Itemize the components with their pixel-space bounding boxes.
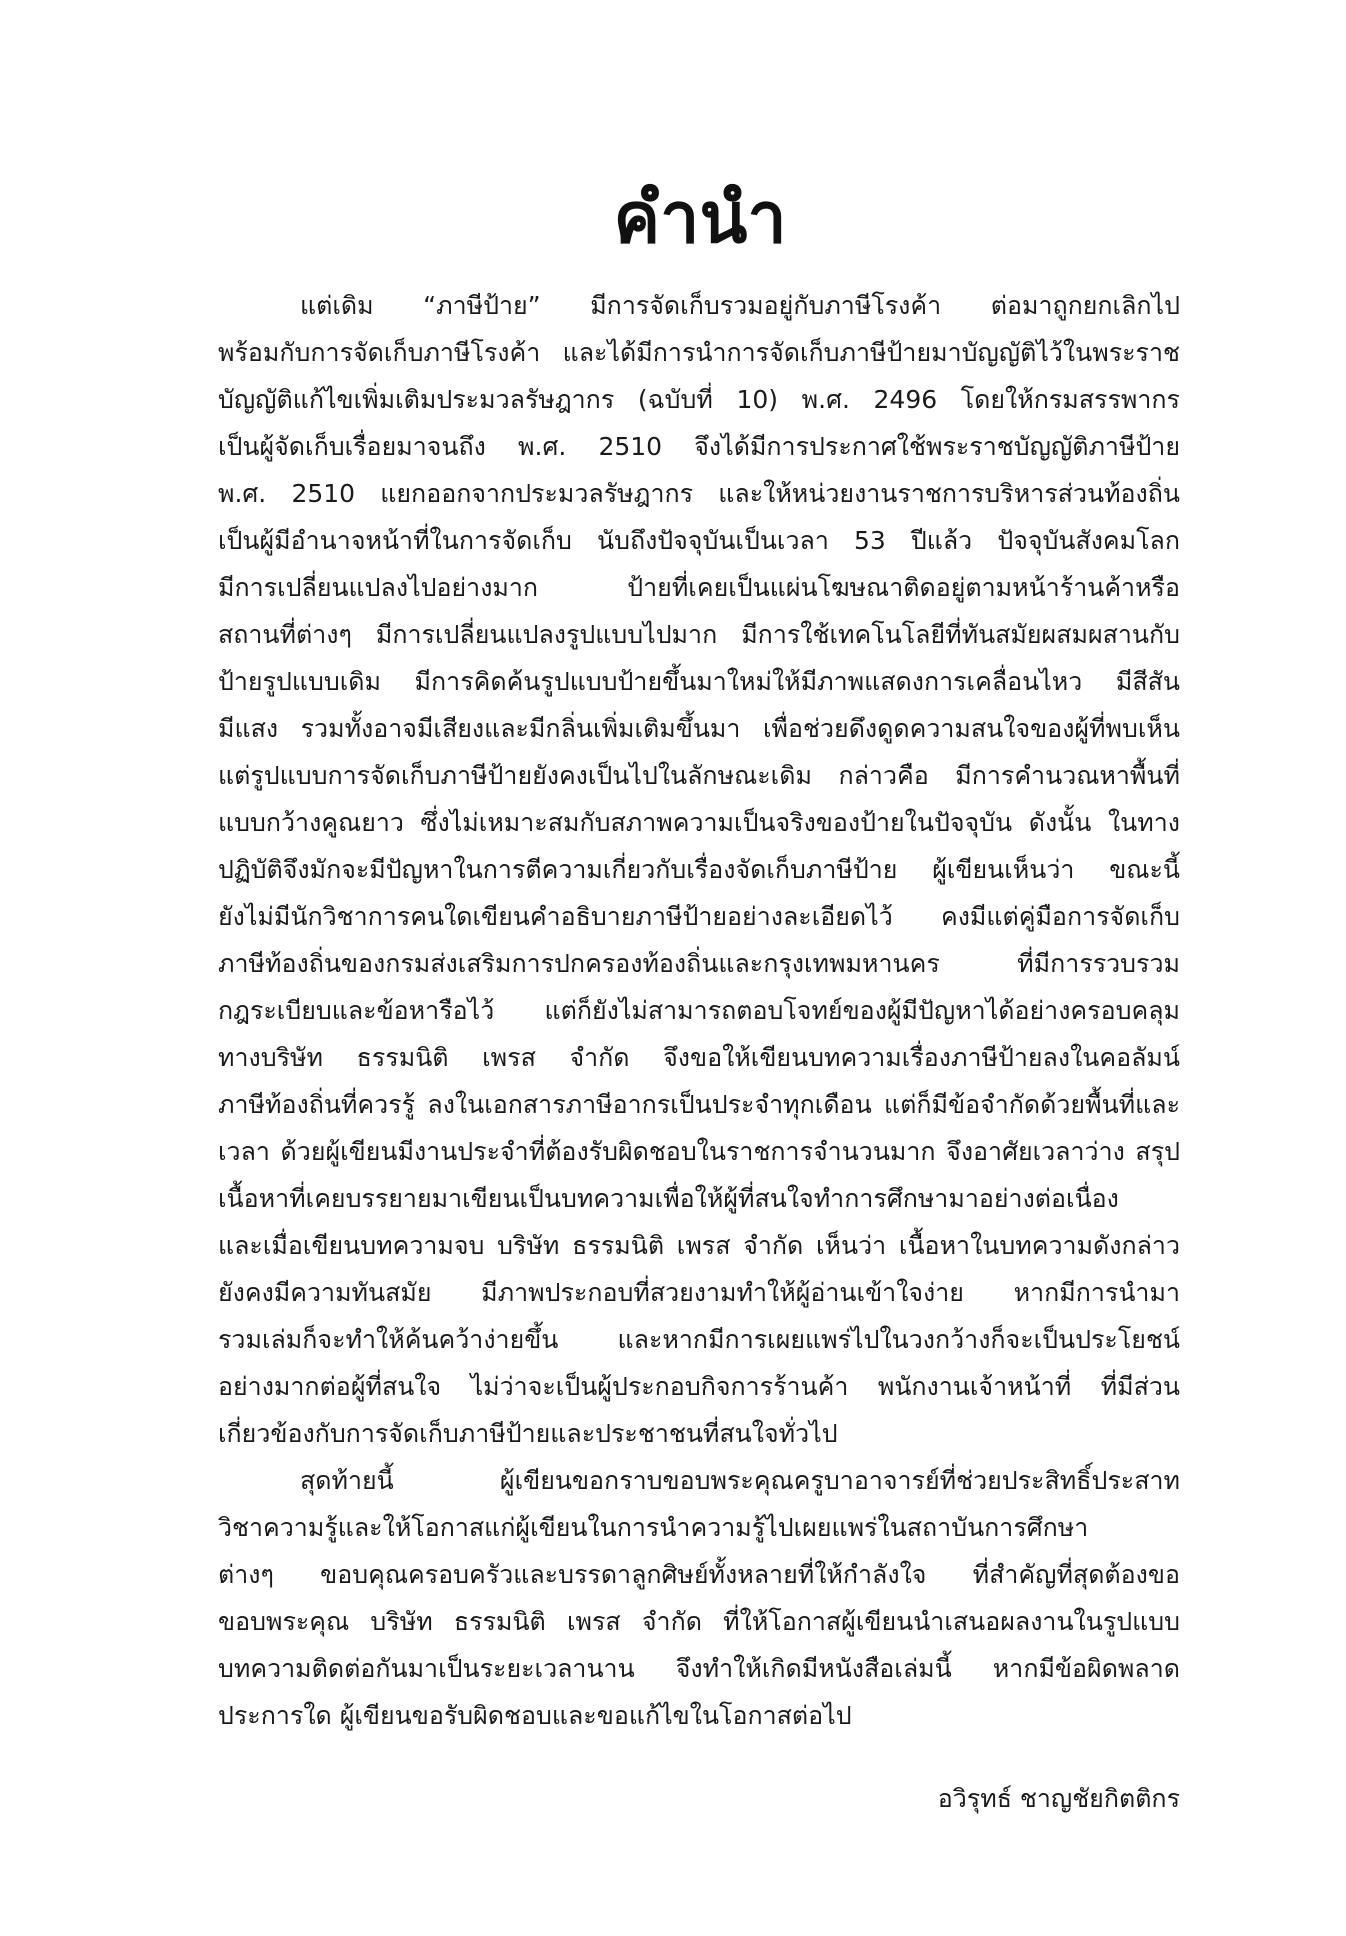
text-line: ขอบพระคุณ บริษัท ธรรมนิติ เพรส จำกัด ที่ให้โอกาสผู้เขียนนำเสนอผลงานในรูปแบบ <box>218 1607 1180 1636</box>
text-line: บทความติดต่อกันมาเป็นระยะเวลานาน จึงทำให้เกิดมีหนังสือเล่มนี้ หากมีข้อผิดพลาด <box>218 1654 1180 1683</box>
text-line: เนื้อหาที่เคยบรรยายมาเขียนเป็นบทความเพื่อให้ผู้ที่สนใจทำการศึกษามาอย่างต่อเนื่อง <box>218 1184 1119 1213</box>
text-line: เป็นผู้มีอำนาจหน้าที่ในการจัดเก็บ นับถึงปัจจุบันเป็นเวลา 53 ปีแล้ว ปัจจุบันสังคมโลก <box>218 526 1180 555</box>
text-line: เวลา ด้วยผู้เขียนมีงานประจำที่ต้องรับผิดชอบในราชการจำนวนมาก จึงอาศัยเวลาว่าง สรุป <box>218 1137 1180 1166</box>
text-line: มีการเปลี่ยนแปลงไปอย่างมาก ป้ายที่เคยเป็นแผ่นโฆษณาติดอยู่ตามหน้าร้านค้าหรือ <box>218 573 1180 602</box>
text-line: ปฏิบัติจึงมักจะมีปัญหาในการตีความเกี่ยวกับเรื่องจัดเก็บภาษีป้าย ผู้เขียนเห็นว่า ขณะนี้ <box>218 855 1180 884</box>
text-line: ป้ายรูปแบบเดิม มีการคิดค้นรูปแบบป้ายขึ้นมาใหม่ให้มีภาพแสดงการเคลื่อนไหว มีสีสัน <box>218 667 1180 696</box>
text-line: แต่เดิม “ภาษีป้าย” มีการจัดเก็บรวมอยู่กับภาษีโรงค้า ต่อมาถูกยกเลิกไป <box>300 291 1180 320</box>
text-line: เป็นผู้จัดเก็บเรื่อยมาจนถึง พ.ศ. 2510 จึงได้มีการประกาศใช้พระราชบัญญัติภาษีป้าย <box>218 432 1180 461</box>
text-line: สุดท้ายนี้ ผู้เขียนขอกราบขอบพระคุณครูบาอาจารย์ที่ช่วยประสิทธิ์ประสาท <box>300 1466 1180 1495</box>
paragraph-2 <box>218 1457 1180 1739</box>
page-title: คำนำ <box>613 177 787 259</box>
text-line: ยังคงมีความทันสมัย มีภาพประกอบที่สวยงามทำให้ผู้อ่านเข้าใจง่าย หากมีการนำมา <box>218 1278 1180 1307</box>
text-line: ประการใด ผู้เขียนขอรับผิดชอบและขอแก้ไขในโอกาสต่อไป <box>218 1701 852 1730</box>
text-line: และเมื่อเขียนบทความจบ บริษัท ธรรมนิติ เพรส จำกัด เห็นว่า เนื้อหาในบทความดังกล่าว <box>218 1231 1180 1260</box>
text-line: กฎระเบียบและข้อหารือไว้ แต่ก็ยังไม่สามารถตอบโจทย์ของผู้มีปัญหาได้อย่างครอบคลุม <box>218 996 1180 1025</box>
preface-body <box>218 282 1180 1739</box>
text-line: ภาษีท้องถิ่นที่ควรรู้ ลงในเอกสารภาษีอากรเป็นประจำทุกเดือน แต่ก็มีข้อจำกัดด้วยพื้นที่และ <box>218 1090 1180 1119</box>
text-line: บัญญัติแก้ไขเพิ่มเติมประมวลรัษฎากร (ฉบับที่ 10) พ.ศ. 2496 โดยให้กรมสรรพากร <box>218 385 1180 414</box>
text-line: แต่รูปแบบการจัดเก็บภาษีป้ายยังคงเป็นไปในลักษณะเดิม กล่าวคือ มีการคำนวณหาพื้นที่ <box>218 761 1180 790</box>
text-line: ทางบริษัท ธรรมนิติ เพรส จำกัด จึงขอให้เขียนบทความเรื่องภาษีป้ายลงในคอลัมน์ <box>218 1043 1180 1072</box>
text-line: แบบกว้างคูณยาว ซึ่งไม่เหมาะสมกับสภาพความเป็นจริงของป้ายในปัจจุบัน ดังนั้น ในทาง <box>218 808 1180 837</box>
author-signature: อวิรุทธ์ ชาญชัยกิตติกร <box>937 1784 1180 1813</box>
text-line: สถานที่ต่างๆ มีการเปลี่ยนแปลงรูปแบบไปมาก มีการใช้เทคโนโลยีที่ทันสมัยผสมผสานกับ <box>218 620 1180 649</box>
text-line: เกี่ยวข้องกับการจัดเก็บภาษีป้ายและประชาชนที่สนใจทั่วไป <box>218 1419 838 1448</box>
text-line: ยังไม่มีนักวิชาการคนใดเขียนคำอธิบายภาษีป้ายอย่างละเอียดไว้ คงมีแต่คู่มือการจัดเก็บ <box>218 902 1180 931</box>
text-line: พ.ศ. 2510 แยกออกจากประมวลรัษฎากร และให้หน่วยงานราชการบริหารส่วนท้องถิ่น <box>218 479 1180 508</box>
text-line: มีแสง รวมทั้งอาจมีเสียงและมีกลิ่นเพิ่มเติมขึ้นมา เพื่อช่วยดึงดูดความสนใจของผู้ที่พบเห็น <box>218 714 1180 743</box>
text-line: ต่างๆ ขอบคุณครอบครัวและบรรดาลูกศิษย์ทั้งหลายที่ให้กำลังใจ ที่สำคัญที่สุดต้องขอ <box>218 1560 1180 1589</box>
text-line: ภาษีท้องถิ่นของกรมส่งเสริมการปกครองท้องถิ่นและกรุงเทพมหานคร ที่มีการรวบรวม <box>218 949 1180 978</box>
text-line: อย่างมากต่อผู้ที่สนใจ ไม่ว่าจะเป็นผู้ประกอบกิจการร้านค้า พนักงานเจ้าหน้าที่ ที่มีส่วน <box>218 1372 1180 1401</box>
text-line: พร้อมกับการจัดเก็บภาษีโรงค้า และได้มีการนำการจัดเก็บภาษีป้ายมาบัญญัติไว้ในพระราช <box>218 338 1180 367</box>
paragraph-1 <box>218 282 1180 1457</box>
text-line: รวมเล่มก็จะทำให้ค้นคว้าง่ายขึ้น และหากมีการเผยแพร่ไปในวงกว้างก็จะเป็นประโยชน์ <box>218 1325 1180 1354</box>
text-line: วิชาความรู้และให้โอกาสแก่ผู้เขียนในการนำความรู้ไปเผยแพร่ในสถาบันการศึกษา <box>218 1513 1089 1542</box>
